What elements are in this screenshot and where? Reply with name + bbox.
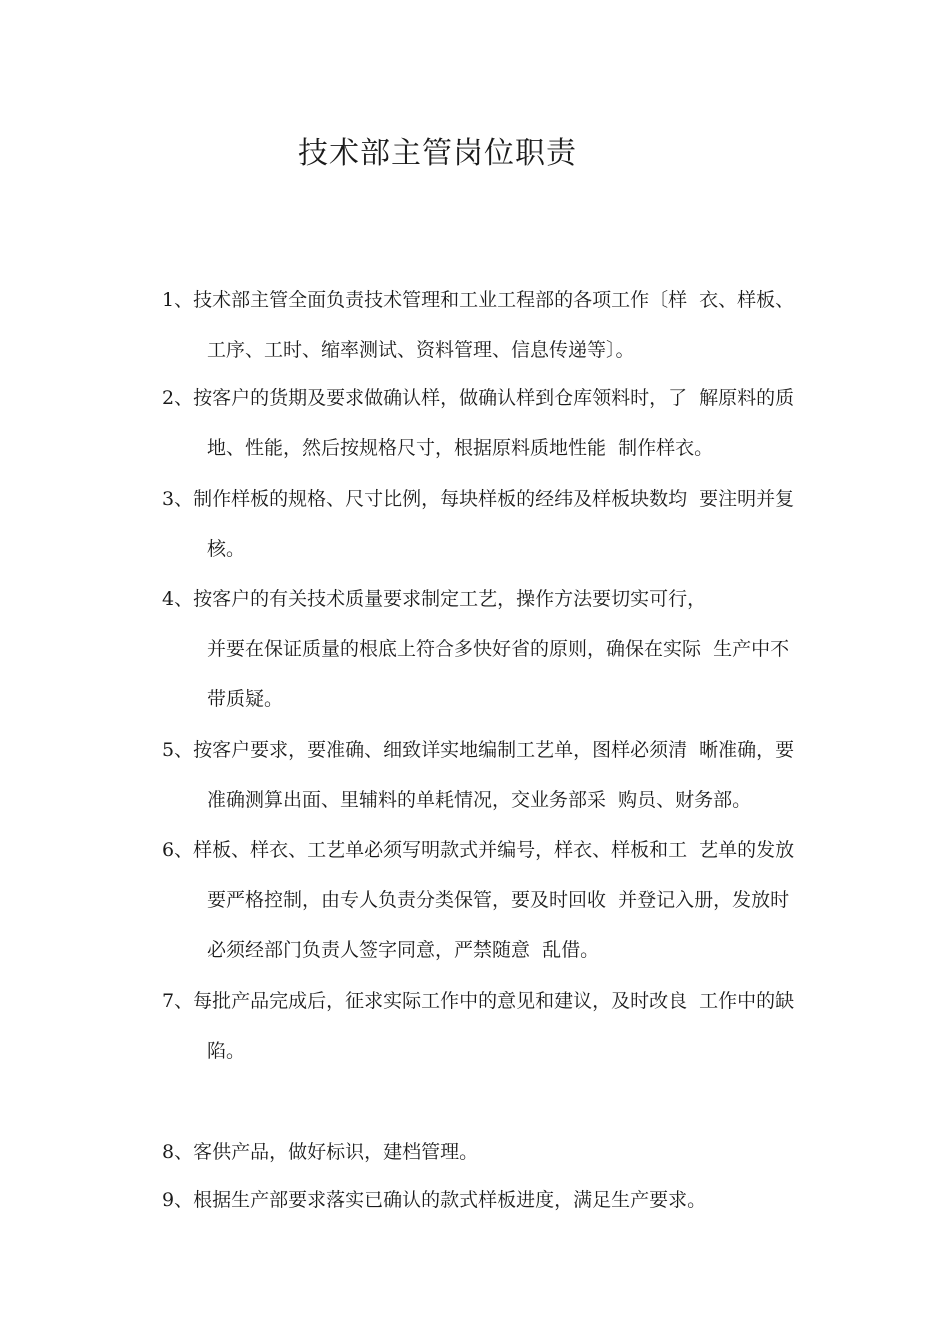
- list-item-2-line-2: 地、性能，然后按规格尺寸，根据原料质地性能 制作样衣。: [207, 437, 714, 459]
- list-item-text: 技术部主管全面负责技术管理和工业工程部的各项工作〔样 衣、样板、: [193, 289, 795, 311]
- list-item-7-line-2: 陷。: [207, 1040, 246, 1062]
- list-item-6-line-1: [162, 838, 794, 862]
- list-item-3-line-2: 核。: [207, 538, 246, 560]
- list-item-text: 样板、样衣、工艺单必须写明款式并编号，样衣、样板和工 艺单的发放: [193, 839, 795, 861]
- list-item-1-line-1: [162, 288, 794, 312]
- document-title: 技术部主管岗位职责: [298, 136, 577, 171]
- list-item-number: 8、: [162, 1141, 194, 1163]
- list-item-9-line-1: [162, 1188, 706, 1212]
- list-item-text: 按客户的货期及要求做确认样，做确认样到仓库领料时，了 解原料的质: [193, 387, 795, 409]
- list-item-1-line-2: 工序、工时、缩率测试、资料管理、信息传递等〕。: [207, 339, 635, 361]
- list-item-7-line-1: [162, 989, 794, 1013]
- list-item-4-line-1: [162, 587, 706, 611]
- list-item-number: 1、: [162, 289, 194, 311]
- list-item-number: 7、: [162, 990, 194, 1012]
- list-item-number: 2、: [162, 387, 194, 409]
- list-item-number: 5、: [162, 739, 194, 761]
- list-item-text: 制作样板的规格、尺寸比例，每块样板的经纬及样板块数均 要注明并复: [193, 488, 795, 510]
- list-item-4-line-2: 并要在保证质量的根底上符合多快好省的原则，确保在实际 生产中不: [207, 638, 790, 660]
- list-item-number: 3、: [162, 488, 194, 510]
- list-item-6-line-3: 必须经部门负责人签字同意，严禁随意 乱借。: [207, 939, 600, 961]
- list-item-text: 客供产品，做好标识，建档管理。: [193, 1141, 479, 1163]
- list-item-8-line-1: [162, 1140, 478, 1164]
- list-item-text: 按客户的有关技术质量要求制定工艺，操作方法要切实可行，: [193, 588, 707, 610]
- list-item-number: 9、: [162, 1189, 194, 1211]
- list-item-2-line-1: [162, 386, 794, 410]
- list-item-6-line-2: 要严格控制，由专人负责分类保管，要及时回收 并登记入册，发放时: [207, 889, 790, 911]
- list-item-number: 4、: [162, 588, 194, 610]
- list-item-number: 6、: [162, 839, 194, 861]
- list-item-text: 每批产品完成后，征求实际工作中的意见和建议，及时改良 工作中的缺: [193, 990, 795, 1012]
- list-item-text: 按客户要求，要准确、细致详实地编制工艺单，图样必须清 晰准确，要: [193, 739, 795, 761]
- list-item-3-line-1: [162, 487, 794, 511]
- list-item-5-line-2: 准确测算出面、里辅料的单耗情况，交业务部采 购员、财务部。: [207, 789, 752, 811]
- list-item-5-line-1: [162, 738, 794, 762]
- list-item-text: 根据生产部要求落实已确认的款式样板进度，满足生产要求。: [193, 1189, 707, 1211]
- list-item-4-line-3: 带质疑。: [207, 688, 284, 710]
